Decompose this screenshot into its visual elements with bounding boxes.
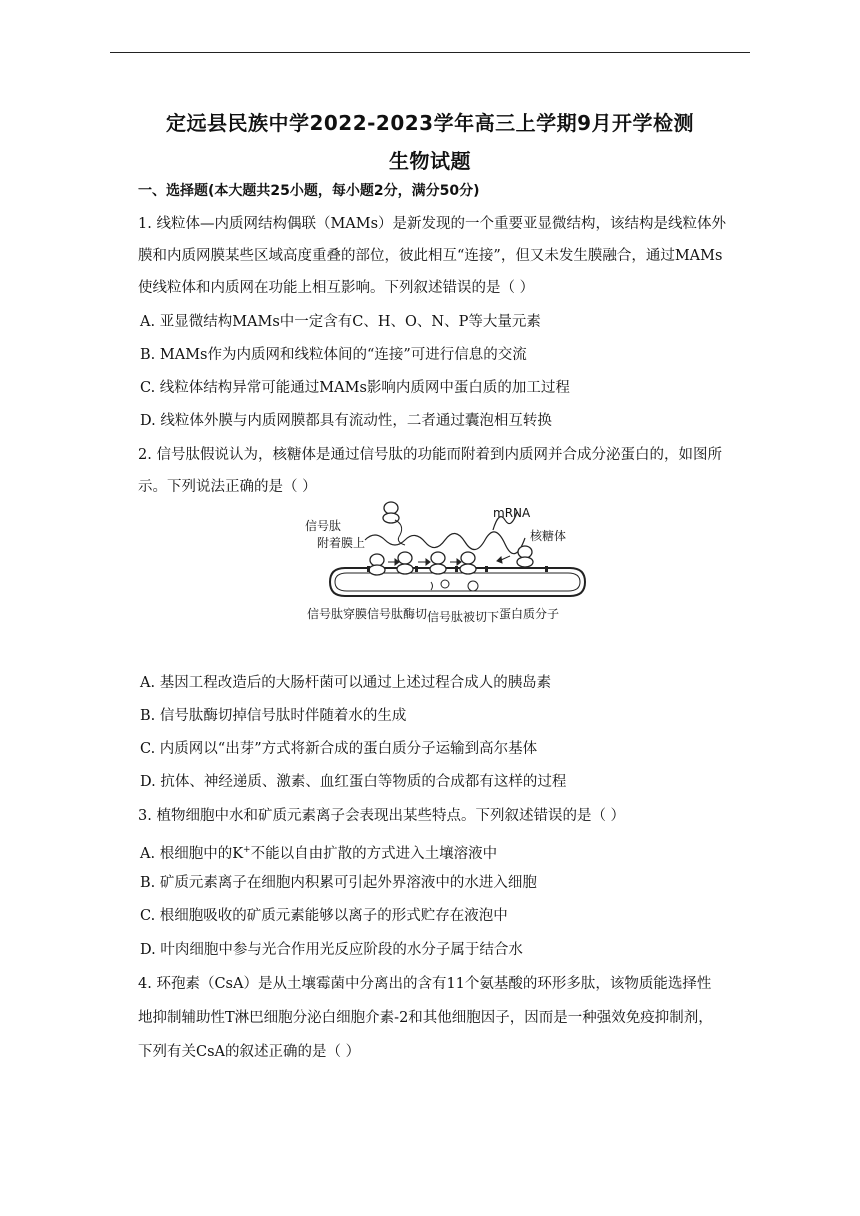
q3-option-a: A. 根细胞中的K+不能以自由扩散的方式进入土壤溶液中 bbox=[140, 845, 498, 862]
q2-stem-line-2: 示。下列说法正确的是（ ） bbox=[138, 479, 317, 495]
fig-label-enzyme-cut: 信号肽酶切 bbox=[367, 607, 428, 621]
fig-label-mrna: mRNA bbox=[493, 506, 531, 520]
q1-option-c: C. 线粒体结构异常可能通过MAMs影响内质网中蛋白质的加工过程 bbox=[140, 380, 570, 396]
page-subtitle: 生物试题 bbox=[389, 149, 471, 173]
q3-option-d: D. 叶肉细胞中参与光合作用光反应阶段的水分子属于结合水 bbox=[140, 942, 523, 958]
q1-option-b: B. MAMs作为内质网和线粒体间的“连接”可进行信息的交流 bbox=[140, 347, 527, 363]
section-heading: 一、选择题(本大题共25小题，每小题2分，满分50分) bbox=[138, 183, 480, 199]
q1-stem-line-2: 膜和内质网膜某些区域高度重叠的部位，彼此相互“连接”，但又未发生膜融合，通过MAMs bbox=[138, 248, 723, 264]
q2-stem-line-1: 2. 信号肽假说认为，核糖体是通过信号肽的功能而附着到内质网并合成分泌蛋白的，如图所 bbox=[138, 447, 722, 463]
q1-option-a: A. 亚显微结构MAMs中一定含有C、H、O、N、P等大量元素 bbox=[140, 314, 541, 330]
q4-stem-line-1: 4. 环孢素（CsA）是从土壤霉菌中分离出的含有11个氨基酸的环形多肽，该物质能选择性 bbox=[138, 976, 712, 992]
q4-stem-line-2: 地抑制辅助性T淋巴细胞分泌白细胞介素-2和其他细胞因子，因而是一种强效免疫抑制剂， bbox=[138, 1010, 713, 1026]
q2-option-d: D. 抗体、神经递质、激素、血红蛋白等物质的合成都有这样的过程 bbox=[140, 774, 567, 790]
header-rule bbox=[110, 52, 750, 53]
q4-stem-line-3: 下列有关CsA的叙述正确的是（ ） bbox=[138, 1044, 361, 1060]
q3-option-c: C. 根细胞吸收的矿质元素能够以离子的形式贮存在液泡中 bbox=[140, 908, 508, 924]
q3-option-b: B. 矿质元素离子在细胞内积累可引起外界溶液中的水进入细胞 bbox=[140, 875, 537, 891]
q2-option-a: A. 基因工程改造后的大肠杆菌可以通过上述过程合成人的胰岛素 bbox=[140, 675, 552, 691]
fig-label-cross-membrane: 信号肽穿膜 bbox=[307, 607, 368, 621]
signal-peptide-diagram bbox=[305, 500, 590, 630]
page-title: 定远县民族中学2022-2023学年高三上学期9月开学检测 bbox=[165, 111, 695, 135]
q2-option-c: C. 内质网以“出芽”方式将新合成的蛋白质分子运输到高尔基体 bbox=[140, 741, 538, 757]
q1-stem-line-1: 1. 线粒体—内质网结构偶联（MAMs）是新发现的一个重要亚显微结构，该结构是线粒体外 bbox=[138, 216, 727, 232]
q2-option-b: B. 信号肽酶切掉信号肽时伴随着水的生成 bbox=[140, 708, 407, 724]
fig-label-signal-peptide: 信号肽 bbox=[305, 519, 342, 533]
fig-label-protein: 蛋白质分子 bbox=[499, 607, 560, 621]
fig-label-ribosome: 核糖体 bbox=[530, 529, 567, 543]
q1-option-d: D. 线粒体外膜与内质网膜都具有流动性，二者通过囊泡相互转换 bbox=[140, 413, 552, 429]
fig-label-cut-off: 信号肽被切下 bbox=[427, 610, 500, 624]
q3-stem-line-1: 3. 植物细胞中水和矿质元素离子会表现出某些特点。下列叙述错误的是（ ） bbox=[138, 808, 626, 824]
fig-label-attach: 附着膜上 bbox=[317, 536, 366, 550]
q1-stem-line-3: 使线粒体和内质网在功能上相互影响。下列叙述错误的是（ ） bbox=[138, 280, 535, 296]
